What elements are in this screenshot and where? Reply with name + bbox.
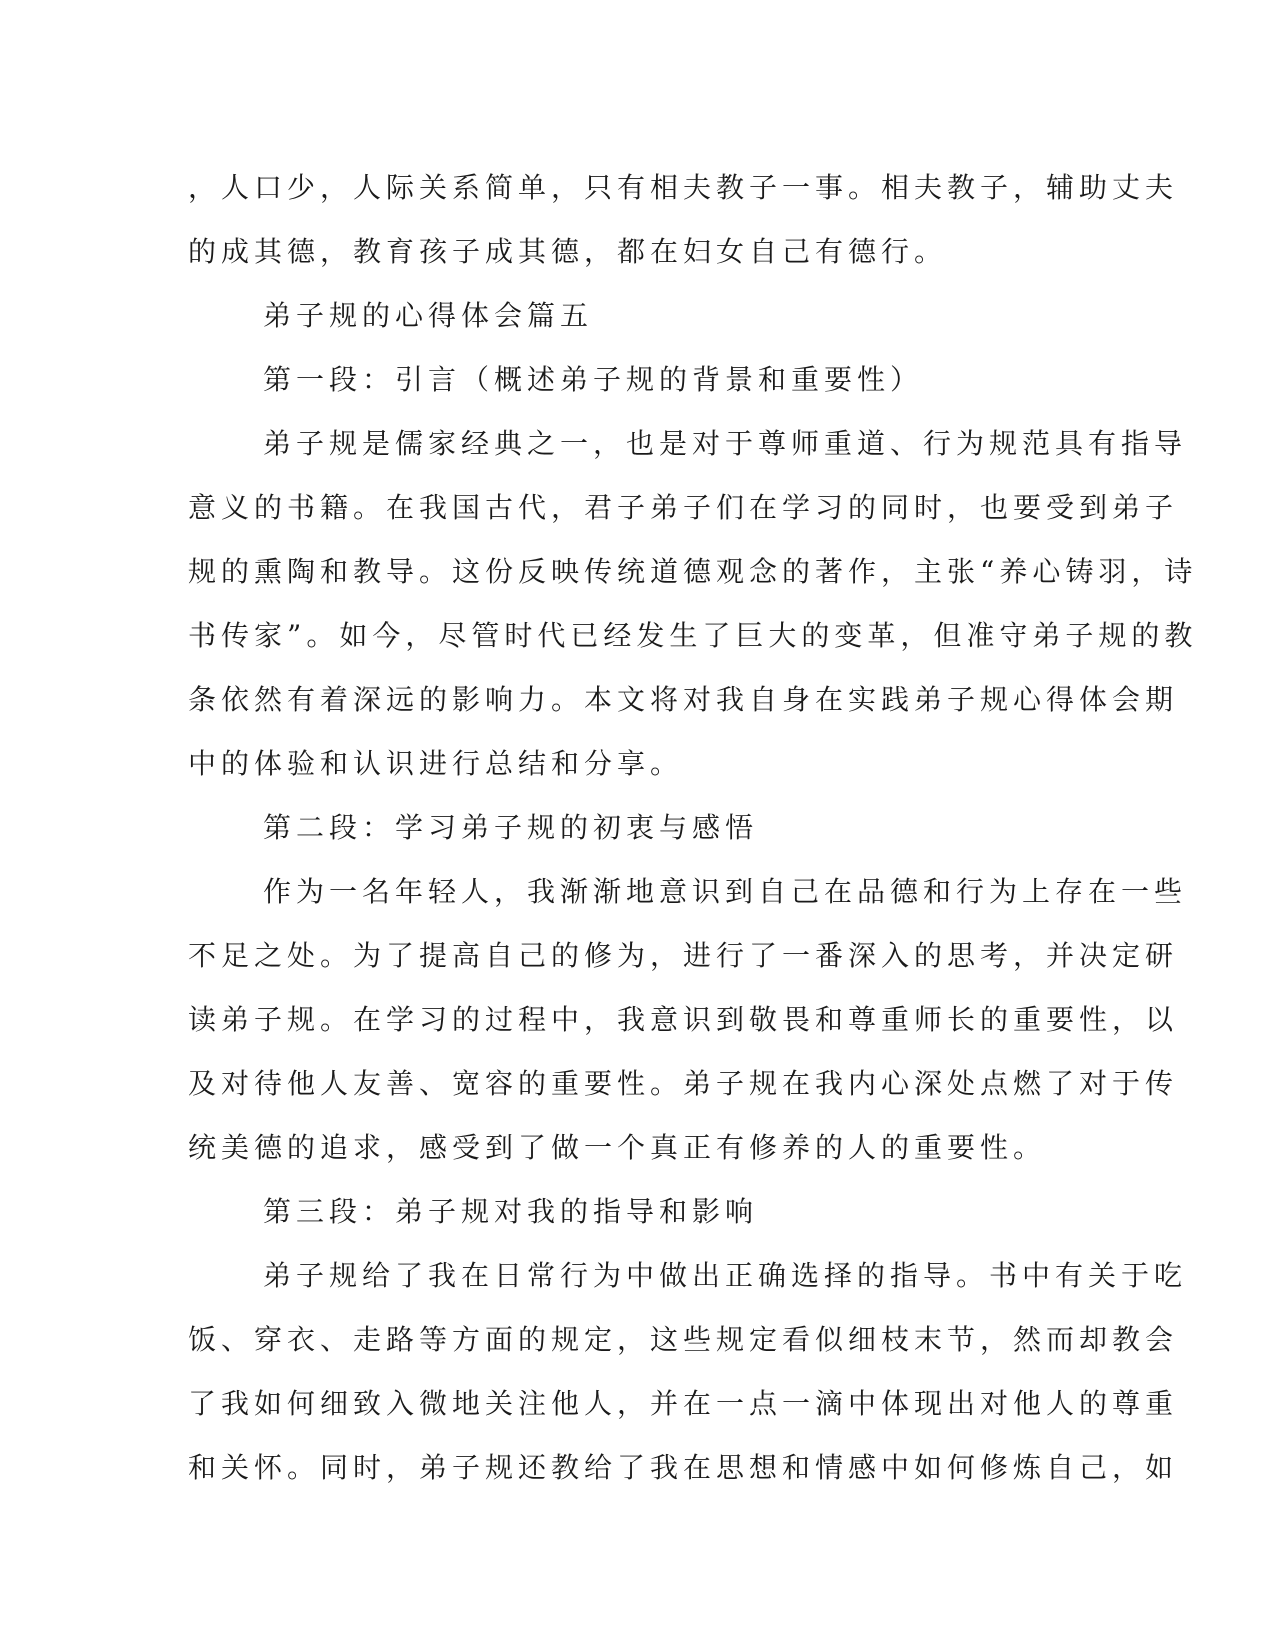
text-line: ，人口少，人际关系简单，只有相夫教子一事。相夫教子，辅助丈夫 [188,171,1179,204]
text-line: 了我如何细致入微地关注他人，并在一点一滴中体现出对他人的尊重 [188,1387,1179,1420]
text-line: 中的体验和认识进行总结和分享。 [188,747,684,780]
document-body [188,156,1198,1500]
paragraph-heading: 第三段：弟子规对我的指导和影响 [263,1195,759,1228]
text-line: 弟子规是儒家经典之一，也是对于尊师重道、行为规范具有指导 [263,427,1188,460]
text-line: 饭、穿衣、走路等方面的规定，这些规定看似细枝末节，然而却教会 [188,1323,1179,1356]
paragraph-heading: 第二段：学习弟子规的初衷与感悟 [263,811,759,844]
text-line: 的成其德，教育孩子成其德，都在妇女自己有德行。 [188,235,948,268]
text-line: 弟子规给了我在日常行为中做出正确选择的指导。书中有关于吃 [263,1259,1188,1292]
text-line: 意义的书籍。在我国古代，君子弟子们在学习的同时，也要受到弟子 [188,491,1179,524]
text-line: 作为一名年轻人，我渐渐地意识到自己在品德和行为上存在一些 [263,875,1188,908]
text-line: 和关怀。同时，弟子规还教给了我在思想和情感中如何修炼自己，如 [188,1451,1179,1484]
section-title: 弟子规的心得体会篇五 [263,299,594,332]
text-line: 条依然有着深远的影响力。本文将对我自身在实践弟子规心得体会期 [188,683,1179,716]
text-line: 及对待他人友善、宽容的重要性。弟子规在我内心深处点燃了对于传 [188,1067,1179,1100]
text-line: 书传家”。如今，尽管时代已经发生了巨大的变革，但准守弟子规的教 [188,619,1198,652]
text-line: 读弟子规。在学习的过程中，我意识到敬畏和尊重师长的重要性，以 [188,1003,1179,1036]
text-line: 统美德的追求，感受到了做一个真正有修养的人的重要性。 [188,1131,1047,1164]
text-line: 规的熏陶和教导。这份反映传统道德观念的著作，主张“养心铸羽，诗 [188,555,1198,588]
paragraph-heading: 第一段：引言（概述弟子规的背景和重要性） [263,363,924,396]
text-line: 不足之处。为了提高自己的修为，进行了一番深入的思考，并决定研 [188,939,1179,972]
